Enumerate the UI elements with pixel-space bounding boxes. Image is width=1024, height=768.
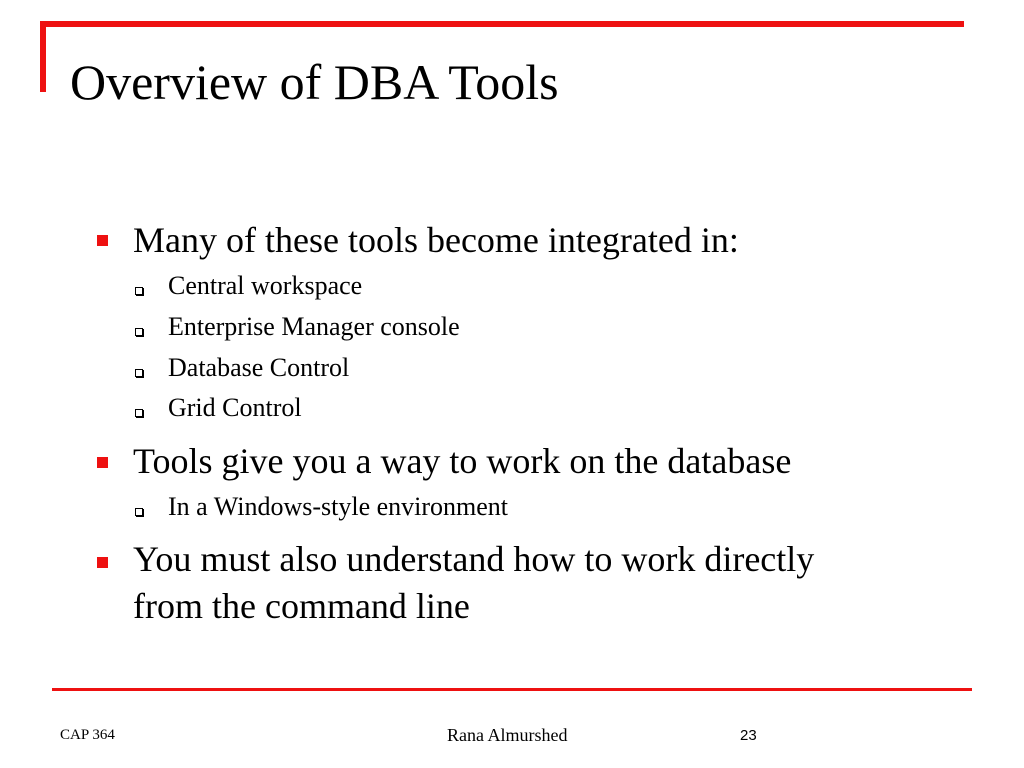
bullet-text-line-1: You must also understand how to work directly [133, 539, 815, 579]
checkbox-bullet-icon [135, 369, 143, 377]
footer-divider [52, 688, 972, 691]
footer-author: Rana Almurshed [447, 725, 568, 745]
footer-page-number: 23 [740, 727, 757, 744]
checkbox-bullet-icon [135, 508, 143, 516]
sub-bullet-text: Central workspace [168, 271, 363, 300]
square-bullet-icon [97, 557, 108, 568]
square-bullet-icon [97, 457, 108, 468]
checkbox-bullet-icon [135, 287, 143, 295]
checkbox-bullet-icon [135, 409, 143, 417]
slide-title: Overview of DBA Tools [70, 54, 559, 110]
square-bullet-icon [97, 235, 108, 246]
checkbox-bullet-icon [135, 328, 143, 336]
bullet-text: Many of these tools become integrated in: [133, 220, 739, 260]
sub-bullet-text: Enterprise Manager console [168, 312, 460, 341]
footer-course: CAP 364 [60, 727, 115, 743]
sub-bullet-text: In a Windows-style environment [168, 492, 509, 521]
sub-bullet-text: Grid Control [168, 393, 302, 422]
bullet-text: Tools give you a way to work on the database [133, 441, 792, 481]
sub-bullet-text: Database Control [168, 353, 350, 382]
bullet-text-line-2: from the command line [133, 586, 470, 626]
